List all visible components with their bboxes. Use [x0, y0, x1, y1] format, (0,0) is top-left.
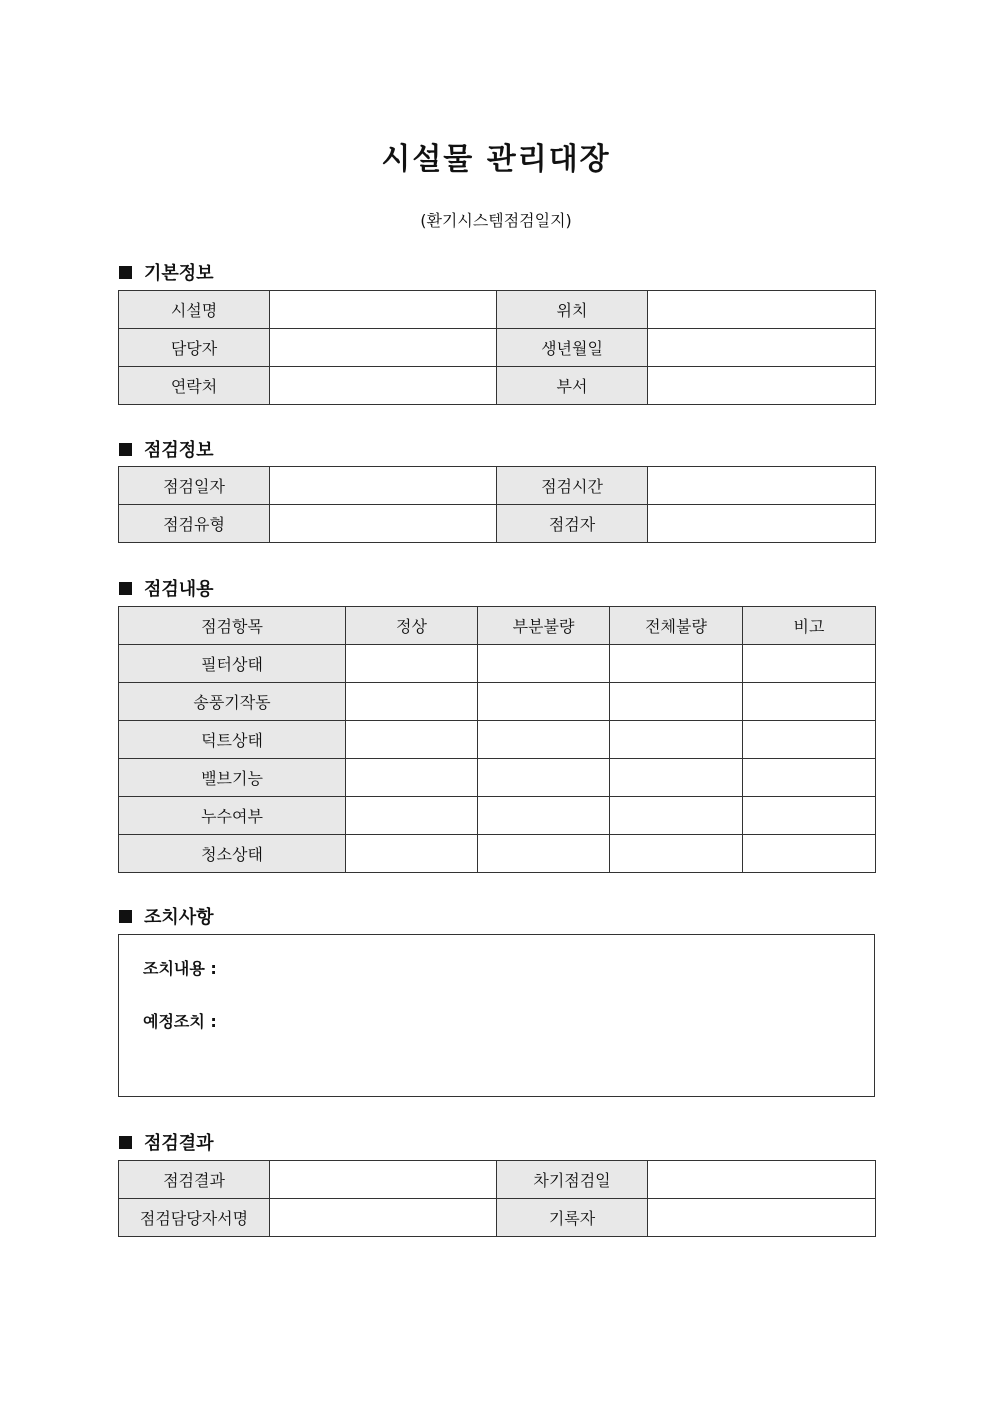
field-label: 점검유형 [119, 505, 270, 543]
inspector-signature-field[interactable] [270, 1199, 497, 1237]
next-inspection-date-field[interactable] [648, 1161, 876, 1199]
section-heading-inspection-result [119, 1129, 214, 1155]
recorder-field[interactable] [648, 1199, 876, 1237]
section-heading-actions [119, 903, 214, 929]
section-heading-inspection-info [119, 436, 214, 462]
item-label: 필터상태 [119, 645, 346, 683]
normal-cell[interactable] [346, 759, 478, 797]
item-label: 누수여부 [119, 797, 346, 835]
inspection-result-table [118, 1160, 876, 1237]
field-label: 점검일자 [119, 467, 270, 505]
field-label: 시설명 [119, 291, 270, 329]
normal-cell[interactable] [346, 683, 478, 721]
column-header: 전체불량 [610, 607, 743, 645]
location-field[interactable] [648, 291, 876, 329]
remarks-cell[interactable] [743, 645, 876, 683]
total-defect-cell[interactable] [610, 645, 743, 683]
table-row [119, 291, 876, 329]
actions-box[interactable] [118, 934, 875, 1097]
table-row [119, 683, 876, 721]
table-row [119, 759, 876, 797]
field-label: 점검담당자서명 [119, 1199, 270, 1237]
partial-defect-cell[interactable] [478, 797, 610, 835]
black-square-icon [119, 1136, 132, 1149]
normal-cell[interactable] [346, 645, 478, 683]
field-label: 담당자 [119, 329, 270, 367]
document-subtitle: (환기시스템점검일지) [420, 211, 572, 230]
item-label: 밸브기능 [119, 759, 346, 797]
table-header-row [119, 607, 876, 645]
partial-defect-cell[interactable] [478, 721, 610, 759]
field-label: 점검시간 [497, 467, 648, 505]
field-label: 연락처 [119, 367, 270, 405]
field-label: 생년월일 [497, 329, 648, 367]
column-header: 점검항목 [119, 607, 346, 645]
field-label: 위치 [497, 291, 648, 329]
table-row [119, 645, 876, 683]
facility-name-field[interactable] [270, 291, 497, 329]
table-row [119, 367, 876, 405]
table-row [119, 797, 876, 835]
inspection-result-field[interactable] [270, 1161, 497, 1199]
inspection-info-table [118, 466, 876, 543]
section-heading-label: 조치사항 [144, 907, 214, 928]
field-label: 점검결과 [119, 1161, 270, 1199]
total-defect-cell[interactable] [610, 797, 743, 835]
column-header: 부분불량 [478, 607, 610, 645]
remarks-cell[interactable] [743, 683, 876, 721]
table-row [119, 835, 876, 873]
table-row [119, 1161, 876, 1199]
section-heading-label: 점검결과 [144, 1133, 214, 1154]
remarks-cell[interactable] [743, 797, 876, 835]
black-square-icon [119, 266, 132, 279]
remarks-cell[interactable] [743, 759, 876, 797]
inspection-type-field[interactable] [270, 505, 497, 543]
inspection-date-field[interactable] [270, 467, 497, 505]
total-defect-cell[interactable] [610, 721, 743, 759]
inspector-field[interactable] [648, 505, 876, 543]
field-label: 점검자 [497, 505, 648, 543]
column-header: 정상 [346, 607, 478, 645]
document-title: 시설물 관리대장 [381, 142, 611, 177]
black-square-icon [119, 582, 132, 595]
table-row [119, 721, 876, 759]
table-row [119, 1199, 876, 1237]
section-heading-label: 점검정보 [144, 440, 214, 461]
black-square-icon [119, 910, 132, 923]
contact-field[interactable] [270, 367, 497, 405]
item-label: 덕트상태 [119, 721, 346, 759]
partial-defect-cell[interactable] [478, 759, 610, 797]
section-heading-inspection-content [119, 575, 214, 601]
total-defect-cell[interactable] [610, 835, 743, 873]
planned-action-label: 예정조치 : [143, 1012, 217, 1031]
section-heading-label: 점검내용 [144, 579, 214, 600]
normal-cell[interactable] [346, 835, 478, 873]
inspection-time-field[interactable] [648, 467, 876, 505]
partial-defect-cell[interactable] [478, 645, 610, 683]
field-label: 기록자 [497, 1199, 648, 1237]
manager-field[interactable] [270, 329, 497, 367]
total-defect-cell[interactable] [610, 683, 743, 721]
item-label: 송풍기작동 [119, 683, 346, 721]
partial-defect-cell[interactable] [478, 683, 610, 721]
black-square-icon [119, 443, 132, 456]
department-field[interactable] [648, 367, 876, 405]
partial-defect-cell[interactable] [478, 835, 610, 873]
basic-info-table [118, 290, 876, 405]
remarks-cell[interactable] [743, 721, 876, 759]
normal-cell[interactable] [346, 797, 478, 835]
total-defect-cell[interactable] [610, 759, 743, 797]
table-row [119, 467, 876, 505]
column-header: 비고 [743, 607, 876, 645]
section-heading-basic-info [119, 259, 214, 285]
field-label: 부서 [497, 367, 648, 405]
remarks-cell[interactable] [743, 835, 876, 873]
section-heading-label: 기본정보 [144, 263, 214, 284]
normal-cell[interactable] [346, 721, 478, 759]
inspection-content-table [118, 606, 876, 873]
table-row [119, 329, 876, 367]
birthdate-field[interactable] [648, 329, 876, 367]
field-label: 차기점검일 [497, 1161, 648, 1199]
action-content-label: 조치내용 : [143, 959, 217, 978]
item-label: 청소상태 [119, 835, 346, 873]
table-row [119, 505, 876, 543]
